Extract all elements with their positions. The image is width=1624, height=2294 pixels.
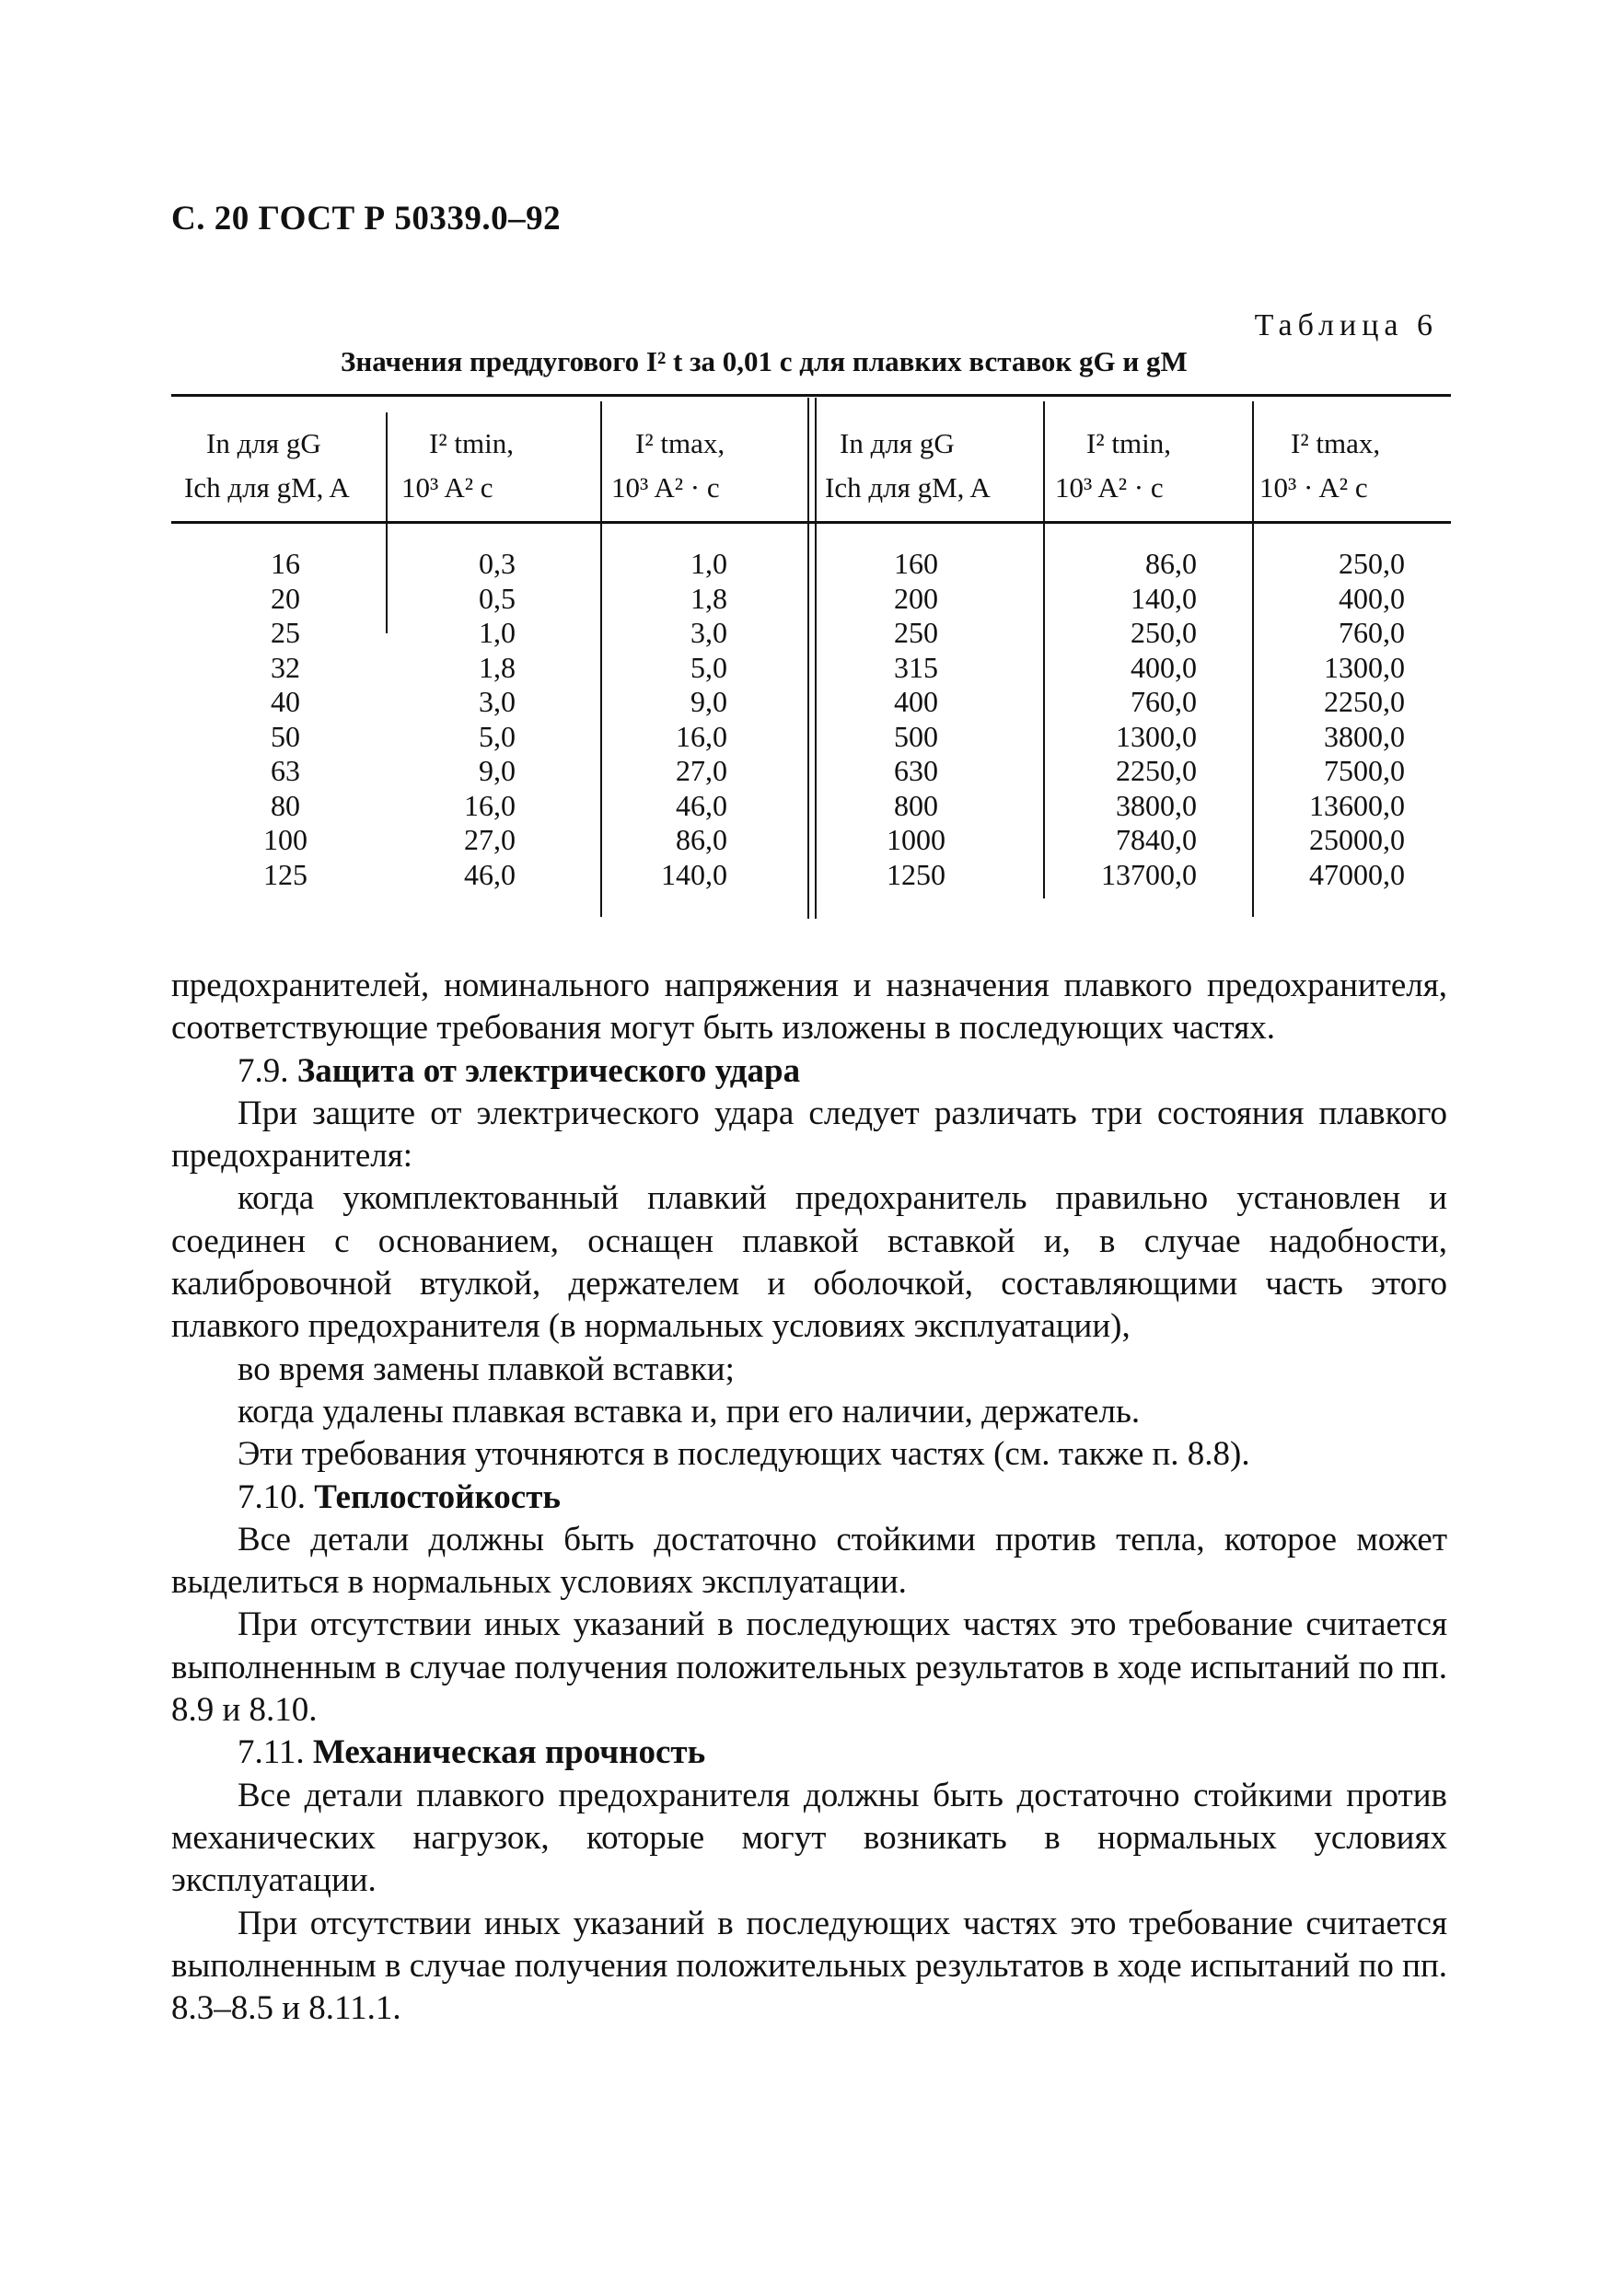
table-cell: 5,0 — [690, 650, 727, 684]
table-cell: 16,0 — [676, 719, 727, 753]
paragraph: При отсутствии иных указаний в последующих частях это требование считается выполненным в случае получения положительных результатов в ходе испытаний по пп. 8.9 и 8.10. — [171, 1605, 1447, 1730]
table-cell: 40 — [271, 685, 300, 718]
paragraph: во время замены плавкой вставки; — [238, 1350, 735, 1388]
header-cell-6: I² tmax, 10³ · A² c — [1259, 427, 1381, 504]
table-cell: 27,0 — [676, 754, 727, 787]
section-title: Теплостойкость — [314, 1477, 561, 1516]
table-label: Таблица 6 — [1254, 308, 1438, 342]
table-cell: 7840,0 — [1116, 823, 1197, 856]
table-cell: 16 — [271, 547, 300, 580]
table-cell: 86,0 — [676, 823, 727, 856]
table-cell: 5,0 — [479, 719, 516, 753]
section-heading-7-11 — [171, 1732, 1447, 1774]
section-number: 7.10. — [238, 1477, 306, 1516]
table-cell: 13600,0 — [1309, 788, 1405, 822]
section-title: Механическая прочность — [312, 1733, 706, 1772]
table-cell: 630 — [894, 754, 938, 787]
table-cell: 3800,0 — [1324, 719, 1405, 753]
col-divider-5 — [1252, 401, 1254, 917]
table-cell: 500 — [894, 719, 938, 753]
table-cell: 2250,0 — [1116, 754, 1197, 787]
table-cell: 1250 — [887, 857, 945, 891]
col-divider-3b — [815, 398, 817, 919]
table-cell: 1,8 — [479, 650, 516, 684]
table-cell: 400,0 — [1339, 581, 1405, 615]
table-cell: 140,0 — [1131, 581, 1197, 615]
section-title: Защита от электрического удара — [296, 1051, 801, 1090]
table-cell: 400 — [894, 685, 938, 718]
col-divider-4 — [1043, 401, 1045, 898]
table-cell: 0,5 — [479, 581, 516, 615]
section-number: 7.9. — [238, 1051, 289, 1090]
table-cell: 63 — [271, 754, 300, 787]
table-cell: 200 — [894, 581, 938, 615]
table-cell: 13700,0 — [1101, 857, 1197, 891]
table-cell: 80 — [271, 788, 300, 822]
table-cell: 27,0 — [464, 823, 516, 856]
table-cell: 315 — [894, 650, 938, 684]
col-divider-1 — [386, 412, 388, 633]
table-cell: 9,0 — [690, 685, 727, 718]
col-divider-2 — [600, 401, 602, 917]
table-cell: 3,0 — [690, 616, 727, 649]
table-cell: 3,0 — [479, 685, 516, 718]
table-cell: 2250,0 — [1324, 685, 1405, 718]
table-cell: 86,0 — [1145, 547, 1197, 580]
table-cell: 50 — [271, 719, 300, 753]
table-cell: 16,0 — [464, 788, 516, 822]
paragraph: Все детали плавкого предохранителя должны быть достаточно стойкими против механических нагрузок, которые могут возникать в нормальных условиях эксплуатации. — [171, 1776, 1447, 1900]
table-cell: 25 — [271, 616, 300, 649]
page-header: С. 20 ГОСТ Р 50339.0–92 — [171, 200, 562, 238]
paragraph: когда укомплектованный плавкий предохранитель правильно установлен и соединен с основанием, оснащен плавкой вставкой и, в случае надобности, калибровочной втулкой, держателем и оболочкой, составляющими часть этого плавкого предохранителя (в нормальных условиях эксплуатации), — [171, 1179, 1447, 1346]
paragraph: предохранителей, номинального напряжения и назначения плавкого предохранителя, соответствующие требования могут быть изложены в последующих частях. — [171, 967, 1447, 1048]
column-tmin-left — [396, 547, 516, 892]
table-cell: 140,0 — [661, 857, 727, 891]
table-cell: 7500,0 — [1324, 754, 1405, 787]
table-header-rule — [171, 521, 1451, 524]
header-cell-2: I² tmin, 10³ A² c — [401, 427, 514, 504]
table-cell: 47000,0 — [1309, 857, 1405, 891]
table-cell: 800 — [894, 788, 938, 822]
section-number: 7.11. — [238, 1733, 305, 1772]
table-cell: 760,0 — [1131, 685, 1197, 718]
paragraph: При защите от электрического удара следует различать три состояния плавкого предохранителя: — [171, 1094, 1447, 1176]
table-cell: 3800,0 — [1116, 788, 1197, 822]
paragraph: Все детали должны быть достаточно стойкими против тепла, которое может выделиться в нормальных условиях эксплуатации. — [171, 1520, 1447, 1602]
paragraph: При отсутствии иных указаний в последующих частях это требование считается выполненным в случае получения положительных результатов в ходе испытаний по пп. 8.3–8.5 и 8.11.1. — [171, 1904, 1447, 2028]
column-in-right — [847, 547, 985, 892]
body-text — [171, 965, 1447, 2030]
table-cell: 250 — [894, 616, 938, 649]
table-caption: Значения преддугового I² t за 0,01 с для плавких вставок gG и gM — [341, 345, 1188, 377]
column-tmin-right — [1050, 547, 1197, 892]
table-cell: 160 — [894, 547, 938, 580]
table-cell: 46,0 — [676, 788, 727, 822]
table-cell: 250,0 — [1131, 616, 1197, 649]
table-cell: 100 — [263, 823, 307, 856]
table-cell: 1300,0 — [1116, 719, 1197, 753]
table-cell: 0,3 — [479, 547, 516, 580]
header-cell-4: In для gG Ich для gM, A — [825, 427, 991, 504]
table-cell: 25000,0 — [1309, 823, 1405, 856]
table-cell: 1000 — [887, 823, 945, 856]
table-cell: 9,0 — [479, 754, 516, 787]
table-cell: 32 — [271, 650, 300, 684]
table-cell: 400,0 — [1131, 650, 1197, 684]
col-divider-3a — [807, 398, 809, 919]
section-heading-7-9 — [171, 1050, 1447, 1093]
table-top-rule — [171, 394, 1451, 397]
table-cell: 1300,0 — [1324, 650, 1405, 684]
table-cell: 1,0 — [479, 616, 516, 649]
table-cell: 760,0 — [1339, 616, 1405, 649]
column-in-left — [230, 547, 341, 892]
column-tmax-left — [608, 547, 727, 892]
table-cell: 1,0 — [690, 547, 727, 580]
table-cell: 250,0 — [1339, 547, 1405, 580]
paragraph: когда удалены плавкая вставка и, при его наличии, держатель. — [238, 1392, 1141, 1431]
header-cell-1: In для gG Ich для gM, A — [184, 427, 350, 504]
paragraph: Эти требования уточняются в последующих частях (см. также п. 8.8). — [238, 1435, 1250, 1474]
table-cell: 125 — [263, 857, 307, 891]
header-cell-3: I² tmax, 10³ A² · c — [611, 427, 725, 504]
column-tmax-right — [1261, 547, 1405, 892]
table-cell: 20 — [271, 581, 300, 615]
table-cell: 46,0 — [464, 857, 516, 891]
section-heading-7-10 — [171, 1477, 1447, 1519]
header-cell-5: I² tmin, 10³ A² · c — [1055, 427, 1171, 504]
table-cell: 1,8 — [690, 581, 727, 615]
